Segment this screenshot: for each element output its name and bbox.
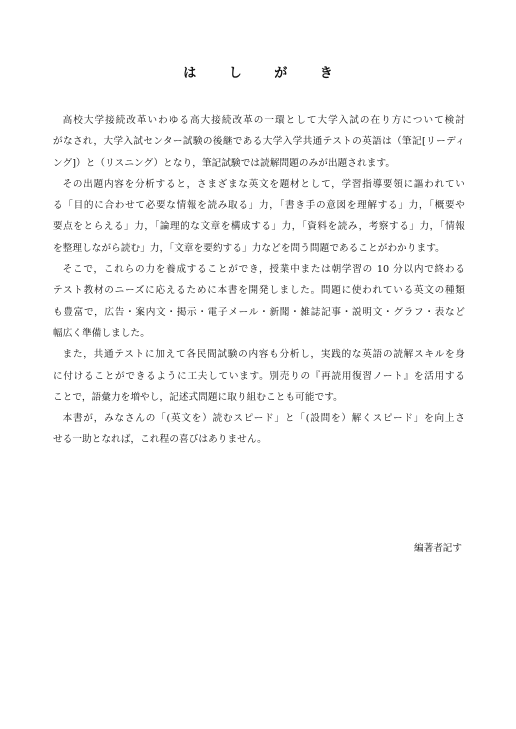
paragraph-4 bbox=[53, 344, 465, 408]
paragraph-line: 高校大学接続改革いわゆる高大接続改革の一環として大学入試の在り方について検討 bbox=[62, 115, 465, 126]
paragraph-line: そこで，これらの力を養成することができ，授業中または朝学習の 10 分以内で終わる bbox=[62, 264, 465, 276]
paragraph-line: せる一助となれば，これ程の喜びはありません。 bbox=[53, 434, 267, 446]
paragraph-line: も豊富で，広告・案内文・掲示・電子メール・新聞・雑誌記事・説明文・グラフ・表など bbox=[53, 306, 465, 318]
paragraph-2 bbox=[53, 174, 465, 259]
signature: 編著者記す bbox=[414, 543, 462, 554]
paragraph-line: がなされ，大学入試センター試験の後継である大学入学共通テストの英語は（筆記[リーディ bbox=[53, 136, 465, 148]
paragraph-line: ことで，語彙力を増やし，記述式問題に取り組むことも可能です。 bbox=[53, 391, 343, 403]
paragraph-line: ング]）と（リスニング）となり，筆記試験では読解問題のみが出題されます。 bbox=[53, 157, 396, 169]
paragraph-3 bbox=[53, 259, 465, 344]
paragraph-line: 本書が，みなさんの「(英文を）読むスピード」と「(設問を）解くスピード」を向上さ bbox=[62, 413, 465, 425]
paragraph-line: 幅広く準備しました。 bbox=[53, 327, 150, 339]
paragraph-line: その出題内容を分析すると，さまざまな英文を題材として，学習指導要領に謳われてい bbox=[62, 178, 465, 190]
paragraph-line: を整理しながら読む」力，「文章を要約する」力などを問う問題であることがわかります。 bbox=[53, 242, 445, 254]
paragraph-line: る「目的に合わせて必要な情報を読み取る」力，「書き手の意図を理解する」力，「概要や bbox=[53, 200, 465, 212]
paragraph-line: に付けることができるように工夫しています。別売りの『再読用復習ノート』を活用する bbox=[53, 370, 465, 382]
paragraph-line: また，共通テストに加えて各民間試験の内容も分析し，実践的な英語の読解スキルを身 bbox=[62, 349, 465, 361]
paragraph-line: テスト教材のニーズに応えるために本書を開発しました。問題に使われている英文の種類 bbox=[53, 285, 465, 297]
paragraph-1 bbox=[53, 110, 465, 174]
page-title: は し が き bbox=[183, 66, 347, 81]
paragraph-line: 要点をとらえる」力，「論理的な文章を構成する」力，「資料を読み，考察する」力，「情報 bbox=[53, 221, 465, 233]
preface-body bbox=[53, 110, 465, 451]
paragraph-5 bbox=[53, 408, 465, 451]
